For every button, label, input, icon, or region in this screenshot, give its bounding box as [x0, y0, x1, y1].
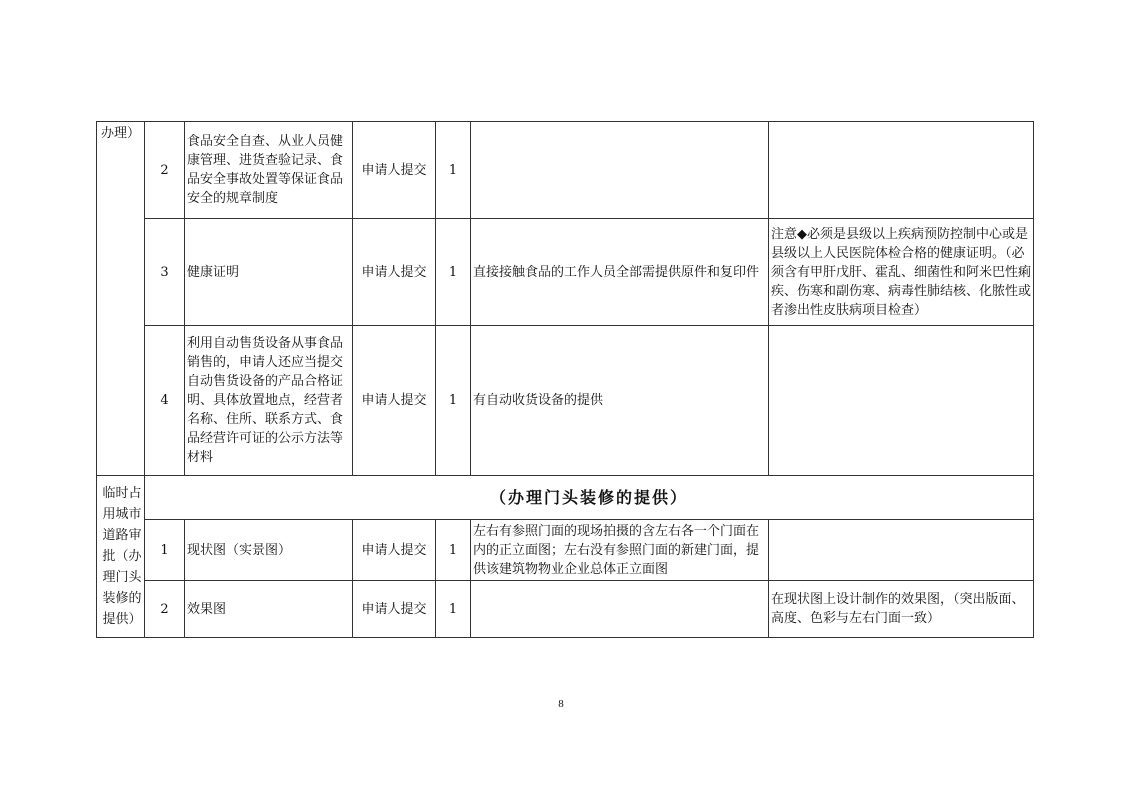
row-number: 3: [145, 219, 185, 326]
row-number: 2: [145, 122, 185, 219]
table-row: [97, 520, 1034, 581]
note-cell: 有自动收货设备的提供: [471, 326, 769, 476]
category-label: 办理）: [100, 126, 140, 141]
source-cell: 申请人提交: [353, 520, 436, 581]
source-cell: 申请人提交: [353, 581, 436, 638]
count-cell: 1: [436, 520, 471, 581]
section-title: （办理门头装修的提供）: [145, 476, 1034, 520]
table-row: [97, 326, 1034, 476]
page-number: 8: [558, 698, 564, 710]
requirement-cell: 利用自动售货设备从事食品销售的，申请人还应当提交自动售货设备的产品合格证明、具体放置地点，经营者名称、住所、联系方式、食品经营许可证的公示方法等材料: [185, 326, 353, 476]
row-number: 4: [145, 326, 185, 476]
note-cell: [471, 122, 769, 219]
count-cell: 1: [436, 122, 471, 219]
remark-cell: 注意◆必须是县级以上疾病预防控制中心或是县级以上人民医院体检合格的健康证明。（必须含有甲肝戊肝、霍乱、细菌性和阿米巴性痢疾、伤寒和副伤寒、病毒性肺结核、化脓性或者渗出性皮肤病项目检查）: [769, 219, 1034, 326]
requirement-cell: 效果图: [185, 581, 353, 638]
table-row: [97, 581, 1034, 638]
category-cell: [97, 476, 145, 638]
note-cell: 左右有参照门面的现场拍摄的含左右各一个门面在内的正立面图；左右没有参照门面的新建门面，提供该建筑物物业企业总体正立面图: [471, 520, 769, 581]
requirement-cell: 食品安全自查、从业人员健康管理、进货查验记录、食品安全事故处置等保证食品安全的规章制度: [185, 122, 353, 219]
source-cell: 申请人提交: [353, 326, 436, 476]
requirement-cell: 现状图（实景图）: [185, 520, 353, 581]
remark-cell: [769, 520, 1034, 581]
table-row: [97, 122, 1034, 219]
source-cell: 申请人提交: [353, 122, 436, 219]
category-cell: [97, 122, 145, 476]
table-row: [97, 219, 1034, 326]
source-cell: 申请人提交: [353, 219, 436, 326]
row-number: 1: [145, 520, 185, 581]
materials-table: [96, 121, 1034, 638]
count-cell: 1: [436, 219, 471, 326]
category-label: 临时占用城市道路审批（办理门头装修的提供）: [102, 486, 142, 627]
count-cell: 1: [436, 326, 471, 476]
requirement-cell: 健康证明: [185, 219, 353, 326]
row-number: 2: [145, 581, 185, 638]
remark-cell: [769, 122, 1034, 219]
note-cell: 直接接触食品的工作人员全部需提供原件和复印件: [471, 219, 769, 326]
remark-cell: 在现状图上设计制作的效果图，（突出版面、高度、色彩与左右门面一致）: [769, 581, 1034, 638]
count-cell: 1: [436, 581, 471, 638]
note-cell: [471, 581, 769, 638]
remark-cell: [769, 326, 1034, 476]
section-header-row: [97, 476, 1034, 520]
